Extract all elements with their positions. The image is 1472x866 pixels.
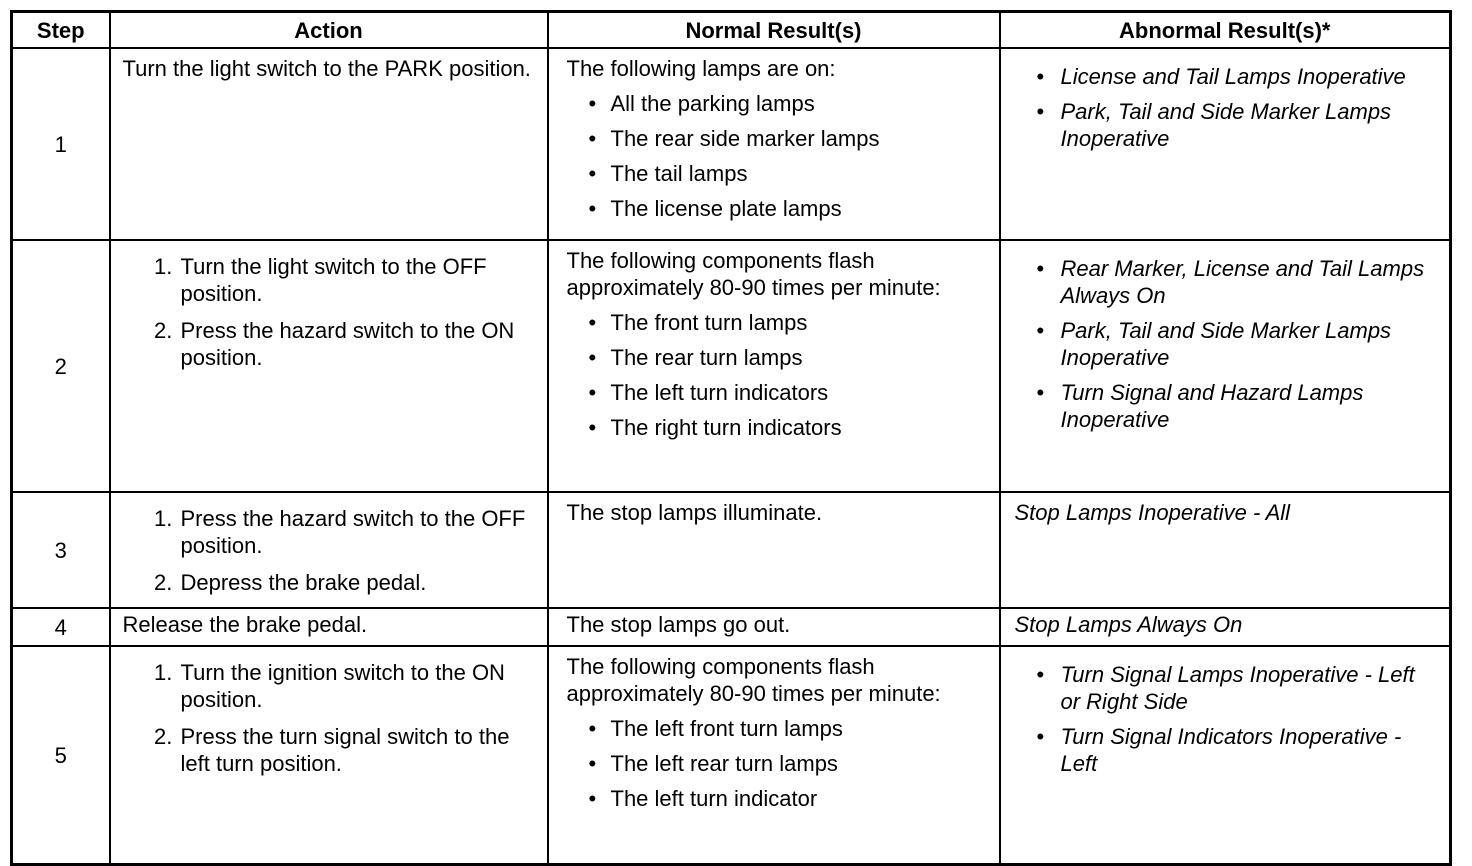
abnormal-result-cell	[1000, 608, 1451, 646]
action-cell	[110, 240, 548, 492]
list-item: • The left turn indicators	[611, 379, 989, 406]
normal-result-text: The stop lamps illuminate.	[566, 500, 823, 525]
action-cell	[110, 608, 548, 646]
list-item: • The left turn indicator	[611, 785, 989, 812]
table-row	[12, 48, 1451, 240]
step-number: 3	[12, 492, 110, 608]
abnormal-result-link[interactable]: • Turn Signal and Hazard Lamps Inoperative	[1061, 379, 1440, 433]
normal-result-intro: The following components flash approximately 80-90 times per minute:	[566, 654, 941, 706]
abnormal-result-link[interactable]: • Rear Marker, License and Tail Lamps Always On	[1061, 255, 1440, 309]
action-cell	[110, 492, 548, 608]
normal-result-intro: The following components flash approximately 80-90 times per minute:	[566, 248, 941, 300]
normal-result-list	[567, 90, 989, 222]
normal-result-intro: The following lamps are on:	[566, 56, 836, 81]
list-item: • The left rear turn lamps	[611, 750, 989, 777]
header-action: Action	[110, 12, 548, 49]
step-number: 1	[12, 48, 110, 240]
normal-result-text: The stop lamps go out.	[566, 612, 791, 637]
header-normal-results: Normal Result(s)	[548, 12, 1000, 49]
step-number: 5	[12, 646, 110, 865]
list-item: 1. Press the hazard switch to the OFF position.	[179, 505, 537, 559]
list-item: 2. Press the hazard switch to the ON position.	[179, 317, 537, 371]
abnormal-result-cell	[1000, 240, 1451, 492]
list-item: • The right turn indicators	[611, 414, 989, 441]
list-item: • The left front turn lamps	[611, 715, 989, 742]
abnormal-result-link[interactable]: Stop Lamps Always On	[1014, 612, 1243, 637]
abnormal-result-link[interactable]: • Park, Tail and Side Marker Lamps Inoperative	[1061, 317, 1440, 371]
action-steps	[123, 505, 537, 596]
list-item: 1. Turn the ignition switch to the ON position.	[179, 659, 537, 713]
normal-result-cell	[548, 48, 1000, 240]
abnormal-result-list	[1015, 63, 1440, 152]
list-item: 2. Press the turn signal switch to the left turn position.	[179, 723, 537, 777]
normal-result-cell	[548, 608, 1000, 646]
diagnostic-table	[10, 10, 1452, 866]
step-number: 2	[12, 240, 110, 492]
abnormal-result-link[interactable]: • Turn Signal Lamps Inoperative - Left or Right Side	[1061, 661, 1440, 715]
action-text: Release the brake pedal.	[122, 612, 368, 637]
list-item: 1. Turn the light switch to the OFF position.	[179, 253, 537, 307]
abnormal-result-link[interactable]: • License and Tail Lamps Inoperative	[1061, 63, 1440, 90]
list-item: • All the parking lamps	[611, 90, 989, 117]
abnormal-result-link[interactable]: Stop Lamps Inoperative - All	[1014, 500, 1291, 525]
list-item: • The front turn lamps	[611, 309, 989, 336]
abnormal-result-link[interactable]: • Turn Signal Indicators Inoperative - Left	[1061, 723, 1440, 777]
list-item: • The license plate lamps	[611, 195, 989, 222]
abnormal-result-list	[1015, 661, 1440, 777]
table-row	[12, 608, 1451, 646]
list-item: • The rear side marker lamps	[611, 125, 989, 152]
normal-result-cell	[548, 492, 1000, 608]
step-number: 4	[12, 608, 110, 646]
header-abnormal-results: Abnormal Result(s)*	[1000, 12, 1451, 49]
abnormal-result-cell	[1000, 48, 1451, 240]
normal-result-cell	[548, 240, 1000, 492]
action-steps	[123, 253, 537, 371]
abnormal-result-list	[1015, 255, 1440, 433]
normal-result-list	[567, 309, 989, 441]
action-steps	[123, 659, 537, 777]
normal-result-list	[567, 715, 989, 812]
table-row	[12, 240, 1451, 492]
action-cell	[110, 48, 548, 240]
table-row	[12, 492, 1451, 608]
list-item: 2. Depress the brake pedal.	[179, 569, 537, 596]
action-text: Turn the light switch to the PARK position.	[122, 56, 531, 81]
abnormal-result-link[interactable]: • Park, Tail and Side Marker Lamps Inoperative	[1061, 98, 1440, 152]
header-step: Step	[12, 12, 110, 49]
list-item: • The tail lamps	[611, 160, 989, 187]
list-item: • The rear turn lamps	[611, 344, 989, 371]
abnormal-result-cell	[1000, 492, 1451, 608]
table-header-row	[12, 12, 1451, 49]
